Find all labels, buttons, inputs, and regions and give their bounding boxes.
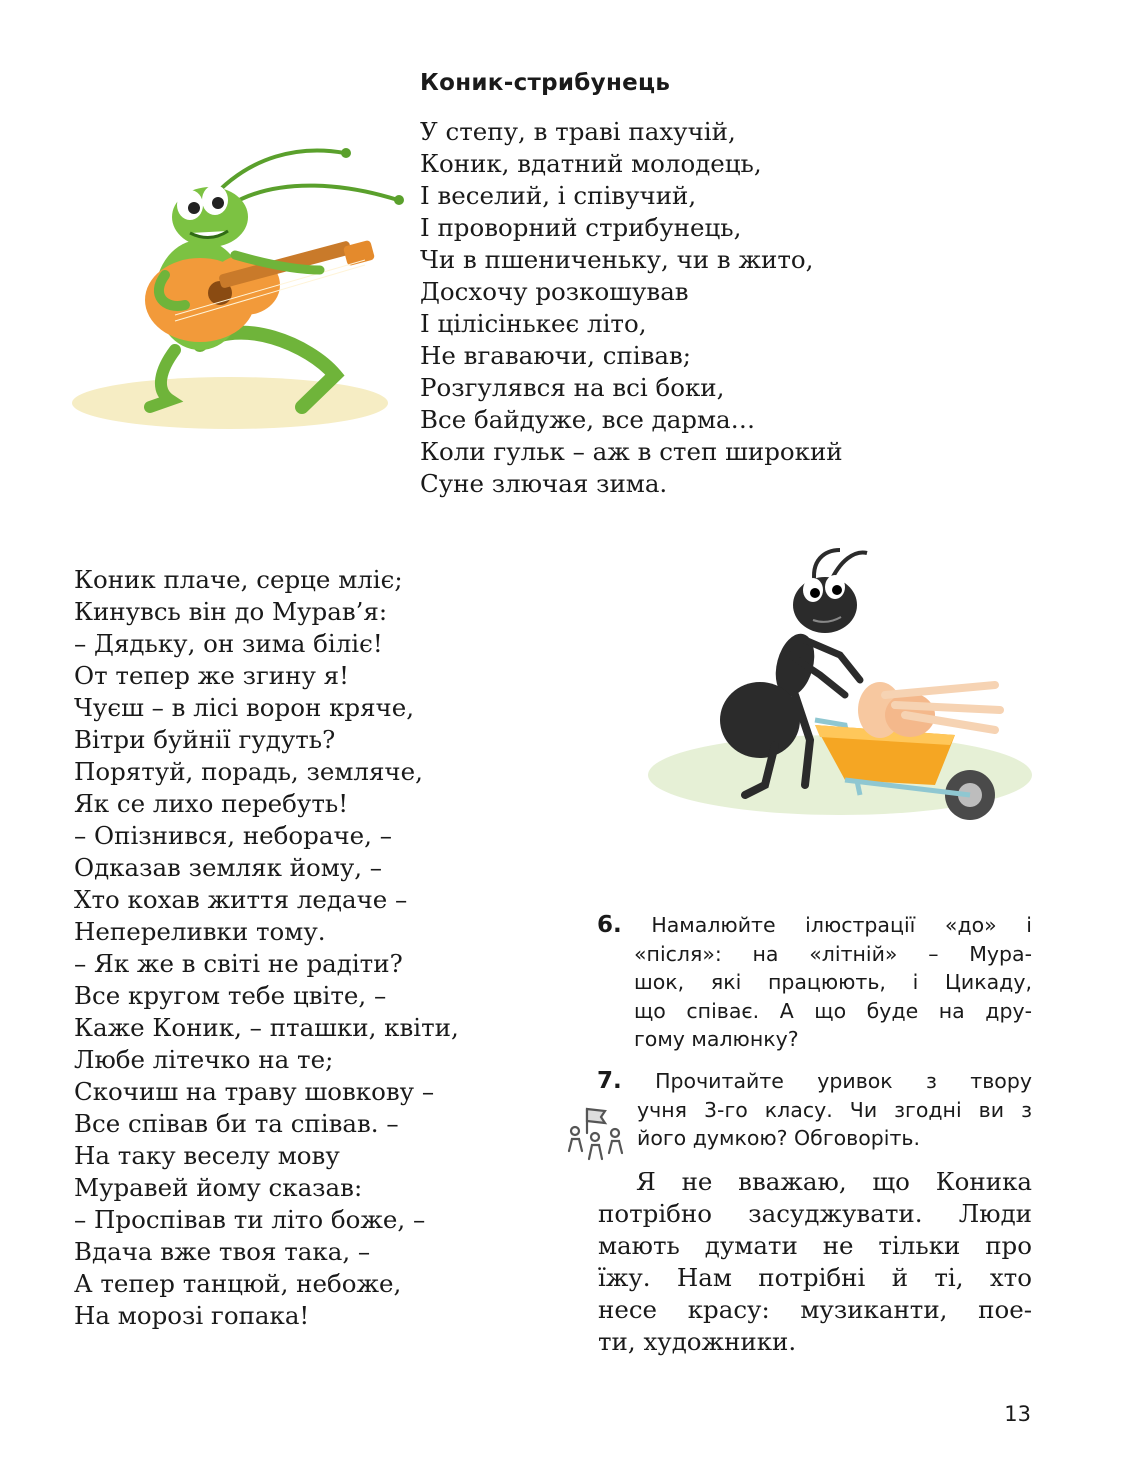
student-essay bbox=[598, 1166, 1032, 1358]
poem-line: – Опізнився, небораче, – bbox=[74, 821, 392, 850]
poem-line: – Як же в світі не радіти? bbox=[74, 949, 403, 978]
grasshopper-illustration bbox=[70, 145, 410, 430]
poem-stanza-1 bbox=[420, 116, 843, 500]
task-line: Прочитайте уривок з твору bbox=[655, 1069, 1032, 1093]
poem-line: – Проспівав ти літо боже, – bbox=[74, 1205, 426, 1234]
poem-line: – Дядьку, он зима біліє! bbox=[74, 629, 383, 658]
task-6 bbox=[597, 911, 1032, 1054]
task-7 bbox=[597, 1067, 1032, 1153]
poem-line: Чи в пшениченьку, чи в жито, bbox=[420, 245, 814, 274]
task-line: учня 3-го класу. Чи згодні ви з bbox=[637, 1097, 1032, 1122]
task-line: шок, які працюють, і Цикаду, bbox=[634, 970, 1032, 994]
essay-line: їжу. Нам потрібні й ті, хто bbox=[598, 1263, 1032, 1292]
poem-line: Вдача вже твоя така, – bbox=[74, 1237, 371, 1266]
task-number: 6. bbox=[597, 912, 622, 938]
task-line: Намалюйте ілюстрації «до» і bbox=[651, 913, 1032, 937]
task-line: «після»: на «літній» – Мура- bbox=[634, 941, 1032, 966]
ant-illustration bbox=[645, 545, 1035, 830]
essay-line: Я не вважаю, що Коника bbox=[636, 1167, 1032, 1196]
poem-line: Любе літечко на те; bbox=[74, 1045, 334, 1074]
poem-line: І цілісінькеє літо, bbox=[420, 309, 647, 338]
essay-line: мають думати не тільки про bbox=[598, 1231, 1032, 1260]
poem-line: Муравей йому сказав: bbox=[74, 1173, 363, 1202]
ground-shadow bbox=[72, 377, 388, 429]
page-number: 13 bbox=[1004, 1402, 1031, 1426]
poem-line: Непереливки тому. bbox=[74, 917, 326, 946]
task-line: гому малюнку? bbox=[634, 1027, 799, 1051]
poem-line: І проворний стрибунець, bbox=[420, 213, 742, 242]
poem-line: Все співав би та співав. – bbox=[74, 1109, 399, 1138]
poem-line: Як се лихо перебуть! bbox=[74, 789, 349, 818]
poem-title: Коник-стрибунець bbox=[420, 70, 671, 96]
poem-line: На таку веселу мову bbox=[74, 1141, 340, 1170]
poem-line: Скочиш на траву шовкову – bbox=[74, 1077, 435, 1106]
poem-stanza-2 bbox=[74, 564, 459, 1332]
essay-line: потрібно засуджувати. Люди bbox=[598, 1199, 1032, 1228]
poem-line: Розгулявся на всі боки, bbox=[420, 373, 725, 402]
task-number: 7. bbox=[597, 1068, 622, 1094]
essay-line: ти, художники. bbox=[598, 1327, 797, 1356]
poem-line: Суне злючая зима. bbox=[420, 469, 668, 498]
poem-line: Одказав земляк йому, – bbox=[74, 853, 383, 882]
poem-line: Чуєш – в лісі ворон кряче, bbox=[74, 693, 415, 722]
poem-line: Все кругом тебе цвіте, – bbox=[74, 981, 387, 1010]
poem-line: На морозі гопака! bbox=[74, 1301, 310, 1330]
poem-line: Каже Коник, – пташки, квіти, bbox=[74, 1013, 459, 1042]
poem-line: Вітри буйнії гудуть? bbox=[74, 725, 336, 754]
poem-line: У степу, в траві пахучій, bbox=[420, 117, 736, 146]
essay-line: несе красу: музиканти, пое- bbox=[598, 1295, 1032, 1324]
poem-line: Коник плаче, серце мліє; bbox=[74, 565, 403, 594]
task-line: що співає. А що буде на дру- bbox=[634, 998, 1032, 1023]
poem-line: Коник, вдатний молодець, bbox=[420, 149, 762, 178]
poem-line: Все байдуже, все дарма… bbox=[420, 405, 756, 434]
poem-line: А тепер танцюй, небоже, bbox=[74, 1269, 402, 1298]
poem-line: Хто кохав життя ледаче – bbox=[74, 885, 408, 914]
poem-line: Досхочу розкошував bbox=[420, 277, 689, 306]
poem-line: От тепер же згину я! bbox=[74, 661, 349, 690]
poem-line: І веселий, і співучий, bbox=[420, 181, 697, 210]
poem-line: Коли гульк – аж в степ широкий bbox=[420, 437, 843, 466]
group-discussion-icon bbox=[565, 1105, 627, 1163]
poem-line: Кинувсь він до Мурав’я: bbox=[74, 597, 388, 626]
poem-line: Порятуй, порадь, земляче, bbox=[74, 757, 423, 786]
poem-line: Не вгаваючи, співав; bbox=[420, 341, 692, 370]
task-line: його думкою? Обговоріть. bbox=[637, 1126, 921, 1150]
